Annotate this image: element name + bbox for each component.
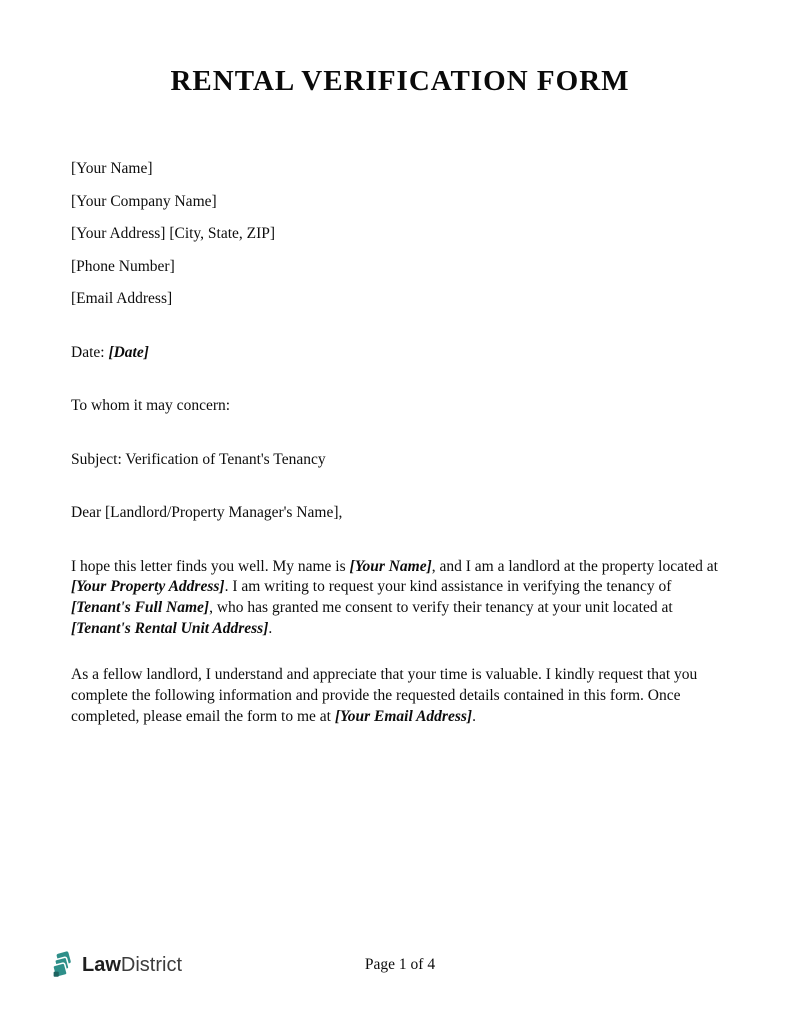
sender-name-line: [Your Name] xyxy=(71,160,153,177)
greeting-general: To whom it may concern: xyxy=(71,397,231,414)
placeholder-your-name: [Your Name] xyxy=(349,557,432,575)
sender-email-line: [Email Address] xyxy=(71,290,173,307)
date-label: Date: xyxy=(71,343,109,361)
brand-name-law: Law xyxy=(82,954,121,976)
sender-address-line: [Your Address] [City, State, ZIP] xyxy=(71,225,276,242)
page-number: Page 1 of 4 xyxy=(364,956,436,973)
placeholder-date: [Date] xyxy=(108,343,149,361)
paragraph-segment: . xyxy=(472,707,476,725)
body-paragraph-1 xyxy=(71,557,729,640)
placeholder-your-property-address: [Your Property Address] xyxy=(71,578,225,596)
paragraph-segment: I hope this letter finds you well. My name is xyxy=(71,557,350,575)
sender-phone-line: [Phone Number] xyxy=(71,257,175,275)
body-paragraph-2 xyxy=(71,665,729,727)
subject-line: Subject: Verification of Tenant's Tenancy xyxy=(71,450,326,468)
date-line xyxy=(71,343,729,364)
paragraph-segment: , and I am a landlord at the property located at xyxy=(431,557,718,575)
paragraph-segment: . I am writing to request your kind assistance in verifying the tenancy of xyxy=(224,578,672,596)
sender-contact-block xyxy=(71,159,729,310)
placeholder-tenant-full-name: [Tenant's Full Name] xyxy=(71,598,210,616)
brand-name-district: District xyxy=(120,954,183,976)
greeting-named: Dear [Landlord/Property Manager's Name], xyxy=(71,504,343,521)
paragraph-segment: . xyxy=(268,619,273,637)
placeholder-your-email-address: [Your Email Address] xyxy=(334,707,473,725)
letter-body xyxy=(71,159,729,727)
paragraph-segment: As a fellow landlord, I understand and appreciate that your time is valuable. I kindly request that you complete the following information and provide the requested details contained in this form. Once completed, please email the form to me at xyxy=(71,666,698,725)
page-footer xyxy=(0,948,800,984)
paragraph-segment: , who has granted me consent to verify their tenancy at your unit located at xyxy=(209,598,673,616)
sender-company-line: [Your Company Name] xyxy=(71,192,217,210)
placeholder-tenant-rental-unit-address: [Tenant's Rental Unit Address] xyxy=(71,619,269,637)
document-title: RENTAL VERIFICATION FORM xyxy=(170,65,630,97)
